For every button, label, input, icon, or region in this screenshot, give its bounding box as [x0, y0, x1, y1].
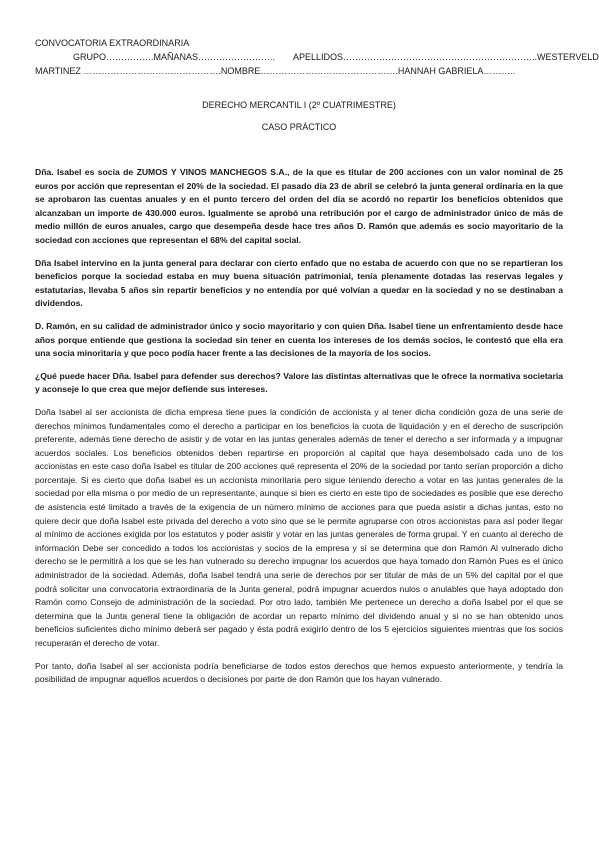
group-field: GRUPO…………….MAÑANAS……………………..: [73, 52, 276, 62]
case-paragraph-2: Dña Isabel intervino en la junta general para declarar con cierto enfado que no estaba de acuerdo con que no se repartieran los beneficios porque la sociedad estaba en muy buena situación patrimonial, tenía plenamente dotadas las reservas legales y estatutarias, llevaba 5 años sin repartir beneficios y no entendía por qué volvían a quedar en la sociedad y no se destinaban a dividendos.: [35, 257, 563, 309]
answer-paragraph-1: Doña Isabel al ser accionista de dicha empresa tiene pues la condición de accionista y al tener dicha condición goza de una serie de derechos mínimos fundamentales como el derecho a participar en los beneficios la cuota de liquidación y en el derecho de suscripción preferente, además tiene derecho de asistir y de votar en las juntas generales además de tener el derecho a ser informada y a impugnar acuerdos sociales. Los beneficios obtenidos deben repartirse en proporción al capital que haya desembolsado cada uno de los accionistas en este caso doña Isabel es titular de 200 acciones qué representa el 20% de la sociedad por tanto serían proporción a dicho porcentaje. Si es cierto que doña Isabel es un accionista minoritaria pero sigue teniendo derecho a votar en las juntas generales de la sociedad por ella misma o por medio de un representante, aunque si bien es cierto en este tipo de sociedades es posible que ese derecho de asistencia esté limitado a través de la exigencia de un número mínimo de acciones para que pueda asistir a dichas juntas, esto no quiere decir que doña Isabel este privada del derecho a voto sino que se le permite agruparse con otros accionistas para así poder llegar al mínimo de acciones exigida por los estatutos y poder asistir y votar en las juntas generales de forma grupal. Y en cuanto al derecho de información Debe ser concedido a todos los accionistas y socios de la empresa y sí se determina que don Ramón Al vulnerado dicho derecho se le permitirá a los que se les han vulnerado su derecho impugnar los acuerdos que haya tomado don Ramón Pues es el único administrador de la sociedad. Además, doña Isabel tendrá una serie de derechos por ser titular de más de un 5% del capital por el que podrá solicitar una convocatoria extraordinaria de la Junta general, podrá impugnar acuerdos nulos o anulables que haya adoptado don Ramón como Consejo de administración de la sociedad. Por otro lado, también Me pertenece un derecho a doña Isabel por el que se determina que la Junta general tiene la obligación de acordar un reparto mínimo del dividendo anual y si no se han obtenido unos beneficios suficientes dicho mínimo deberá ser pagado y ésta podrá exigirlo dentro de los 5 ejercicios siguientes mientras que los socios recuperarán el derecho de votar.: [35, 406, 563, 648]
header-row-name: MARTINEZ ……………………………………….NOMBRE……………………………………….HANNAH GABRIELA………..: [35, 66, 516, 76]
case-paragraph-1: Dña. Isabel es socia de ZUMOS Y VINOS MANCHEGOS S.A., de la que es titular de 200 acciones con un valor nominal de 25 euros por acción que representan el 20% de la sociedad. El pasado día 23 de abril se celebró la junta general ordinaria en la que se aprobaron las cuentas anuales y en el punto tercero del orden del día se acordó no repartir los beneficios obtenidos que alcanzaban un importe de 430.000 euros. Igualmente se aprobó una retribución por el cargo de administrador único de más de medio millón de euros anuales, cargo que desempeña desde hace tres años D. Ramón que además es socio mayoritario de la sociedad con acciones que representan el 68% del capital social.: [35, 167, 563, 245]
case-question: ¿Qué puede hacer Dña. Isabel para defender sus derechos? Valore las distintas alternativas que le ofrece la normativa societaria y aconseje lo que crea que mejor defiende sus intereses.: [35, 370, 563, 395]
exam-call-label: CONVOCATORIA EXTRAORDINARIA: [35, 38, 190, 48]
header-row-group-surname: [35, 50, 599, 64]
surname-field: APELLIDOS………………………………………………………..WESTERVELD: [293, 52, 599, 62]
case-paragraph-3: D. Ramón, en su calidad de administrador único y socio mayoritario y con quien Dña. Isabel tiene un enfrentamiento desde hace años porque entiende que gestiona la sociedad sin tener en cuenta los intereses de los demás socios, le contestó que ella era una socia minoritaria y que poco podía hacer frente a las decisiones de la mayoría de los socios.: [35, 320, 563, 359]
case-title: CASO PRÁCTICO: [261, 122, 337, 132]
course-title: DERECHO MERCANTIL I (2º CUATRIMESTRE): [202, 100, 396, 110]
document-page: [35, 36, 599, 687]
answer-paragraph-2: Por tanto, doña Isabel al ser accionista podría beneficiarse de todos estos derechos que hemos expuesto anteriormente, y tendría la posibilidad de impugnar aquellos acuerdos o decisiones por parte de don Ramón que los hayan vulnerado.: [35, 660, 563, 685]
